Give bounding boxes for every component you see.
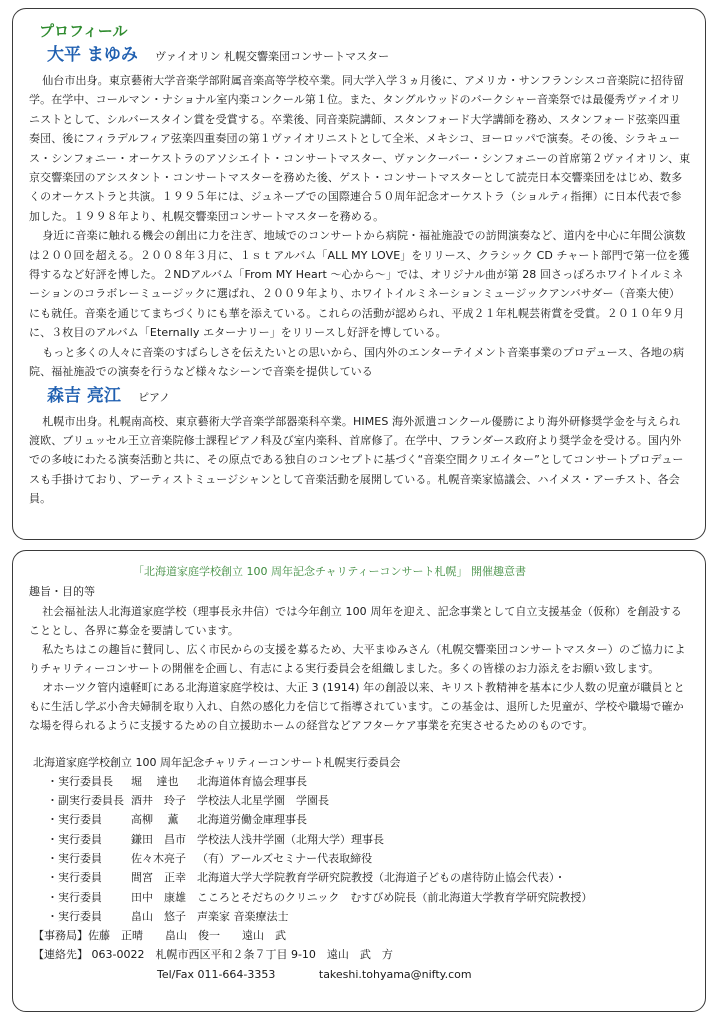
member-name: 佐々木亮子 — [131, 851, 186, 865]
violinist-bio-1: 仙台市出身。東京藝術大学音楽学部附属音楽高等学校卒業。同大学入学３ヵ月後に、アメリカ・サンフランシスコ音楽院に招待留学。在学中、コールマン・ナショナル室内楽コンクール第１位。また、タングルウッドのバークシャー音楽祭では最優秀ヴァイオリニストとして、シルバースタイン賞を受賞する。卒業後、同音楽院講師、スタンフォード大学講師を務め、スタンフォード弦楽四重奏団、後にフィラデルフィア弦楽四重奏団の第１ヴァイオリニストとして全米、メキシコ、ヨーロッパで演奏。その後、シラキュース・シンフォニー・オーケストラのアソシエイト・コンサートマスター、ヴァンクーバー・シンフォニーの首席第２ヴァイオリン、東京交響楽団のアシスタント・コンサートマスターを務めた後、ゲスト・コンサートマスターとして読売日本交響楽団をはじめ、数多くのオーケストラと共演。１９９５年には、ジュネーブでの国際連合５０周年記念オーケストラ（ショルティ指揮）に日本代表で参加した。１９９８年より、札幌交響楽団コンサートマスターを務める。 — [29, 74, 691, 223]
secretariat: 【事務局】佐藤 正晴 畠山 俊一 遠山 武 — [33, 929, 286, 943]
committee-member — [47, 849, 691, 868]
purpose-paragraph-2: 私たちはこの趣旨に賛同し、広く市民からの支援を募るため、大平まゆみさん（札幌交響楽団コンサートマスター）のご協力によりチャリティーコンサートの開催を企画し、有志による実行委員会を組織しました。多くの皆様のお力添えをお願い致します。 — [29, 642, 686, 675]
member-role: ・実行委員 — [47, 871, 102, 885]
member-name: 高柳 薫 — [131, 813, 179, 827]
committee-member — [47, 830, 691, 849]
member-role: ・実行委員 — [47, 851, 102, 865]
contact-details — [157, 965, 691, 984]
pianist-header — [47, 384, 691, 410]
member-name: 堀 達也 — [131, 774, 179, 788]
member-affiliation: （有）アールズセミナー代表取締役 — [197, 851, 373, 865]
member-affiliation: 学校法人浅井学園（北翔大学）理事長 — [197, 832, 384, 846]
member-affiliation: 北海道体育協会理事長 — [197, 774, 307, 788]
contact-address: 【連絡先】 063-0022 札幌市西区平和２条７丁目 9-10 遠山 武 方 — [33, 948, 393, 962]
violinist-role: ヴァイオリン 札幌交響楽団コンサートマスター — [155, 50, 390, 63]
member-name: 鎌田 昌市 — [131, 832, 186, 846]
committee-member — [47, 868, 691, 887]
member-name: 酒井 玲子 — [131, 794, 186, 808]
member-affiliation: 学校法人北星学園 学園長 — [197, 794, 329, 808]
purpose-panel — [12, 550, 706, 1012]
committee-member — [47, 772, 691, 791]
committee-member-list — [47, 772, 691, 926]
purpose-subheading: 趣旨・目的等 — [29, 585, 95, 598]
profile-heading: プロフィール — [39, 22, 128, 40]
committee-member — [47, 888, 691, 907]
violinist-name: 大平 まゆみ — [47, 45, 138, 65]
member-name: 畠山 悠子 — [131, 909, 186, 923]
purpose-title: 「北海道家庭学校創立 100 周年記念チャリティーコンサート札幌」 開催趣意書 — [133, 565, 527, 578]
pianist-bio: 札幌市出身。札幌南高校、東京藝術大学音楽学部器楽科卒業。HIMES 海外派遣コンクール優勝により海外研修奨学金を与えられ渡欧、ブリュッセル王立音楽院修士課程ピアノ科及び室内楽科、首席修了。在学中、フランダース政府より奨学金を受ける。国内外での多岐にわたる演奏活動と共に、その原点である独自のコンセプトに基づく“音楽空間クリエイター”としてコンサートプロデュースも手掛けており、アーティストミュージシャンとして音楽活動を展開している。札幌音楽家協議会、ハイメス・アーチスト、各会員。 — [29, 414, 684, 506]
violinist-header — [47, 43, 691, 69]
member-name: 田中 康雄 — [131, 890, 186, 904]
profile-panel — [12, 8, 706, 540]
contact-tel: Tel/Fax 011-664-3353 — [157, 967, 276, 981]
member-affiliation: 声楽家 音楽療法士 — [197, 909, 289, 923]
member-role: ・実行委員 — [47, 909, 102, 923]
committee-member — [47, 791, 691, 810]
member-role: ・実行委員 — [47, 813, 102, 827]
committee-member — [47, 907, 691, 926]
violinist-bio-3: もっと多くの人々に音楽のすばらしさを伝えたいとの思いから、国内外のエンターテイメント音楽事業のプロデュース、各地の病院、福祉施設での演奏を行うなど様々なシーンで音楽を提供している — [29, 345, 685, 379]
member-name: 間宮 正幸 — [131, 871, 186, 885]
pianist-name: 森吉 亮江 — [47, 385, 121, 406]
committee-member — [47, 810, 691, 829]
contact-email[interactable]: takeshi.tohyama@nifty.com — [318, 967, 472, 981]
member-role: ・実行委員 — [47, 890, 102, 904]
member-affiliation: 北海道大学大学院教育学研究院教授（北海道子どもの虐待防止協会代表）・ — [197, 871, 566, 885]
member-role: ・実行委員 — [47, 832, 102, 846]
violinist-bio-2: 身近に音楽に触れる機会の創出に力を注ぎ、地域でのコンサートから病院・福祉施設での訪問演奏など、道内を中心に年間公演数は２００回を超える。２００８年３月に、１ｓｔアルバム「ALL MY LOVE」をリリース、クラシック CD チャート部門で第一位を獲得するなど好評を博した。２NDアルバム「From MY Heart ～心から～」では、オリジナル曲が第 28 回さっぽろホワイトイルミネーションのコラボレーミュージックに選ばれ、２００９年より、ホワイトイルミネーションミュージックアンバサダー（音楽大使）にも就任。音楽を通じてまちづくりにも華を添えている。これらの活動が認められ、平成２１年札幌芸術賞を受賞。２０１０年９月に、３枚目のアルバム「Eternally エターナリー」をリリースし好評を博している。 — [29, 229, 690, 340]
member-role: ・副実行委員長 — [47, 794, 124, 808]
member-affiliation: こころとそだちのクリニック むすびめ院長（前北海道大学教育学研究院教授） — [197, 890, 593, 904]
member-role: ・実行委員長 — [47, 774, 113, 788]
purpose-paragraph-1: 社会福祉法人北海道家庭学校（理事長永井信）では今年創立 100 周年を迎え、記念事業として自立支援基金（仮称）を創設することとし、各界に募金を要請しています。 — [29, 604, 682, 637]
purpose-paragraph-3: オホーツク管内遠軽町にある北海道家庭学校は、大正 3 (1914) 年の創設以来、キリスト教精神を基本に少人数の児童が職員とともに生活し学ぶ小舎夫婦制を取り入れ、自然の感化力を信じて指導されています。この基金は、退所した児童が、学校や職場で確かな場を得られるように支援するための自立援助ホームの経営などアフターケア事業を充実させるためのものです。 — [29, 680, 685, 732]
committee-title: 北海道家庭学校創立 100 周年記念チャリティーコンサート札幌実行委員会 — [33, 755, 401, 769]
member-affiliation: 北海道労働金庫理事長 — [197, 813, 307, 827]
pianist-role: ピアノ — [138, 390, 171, 404]
